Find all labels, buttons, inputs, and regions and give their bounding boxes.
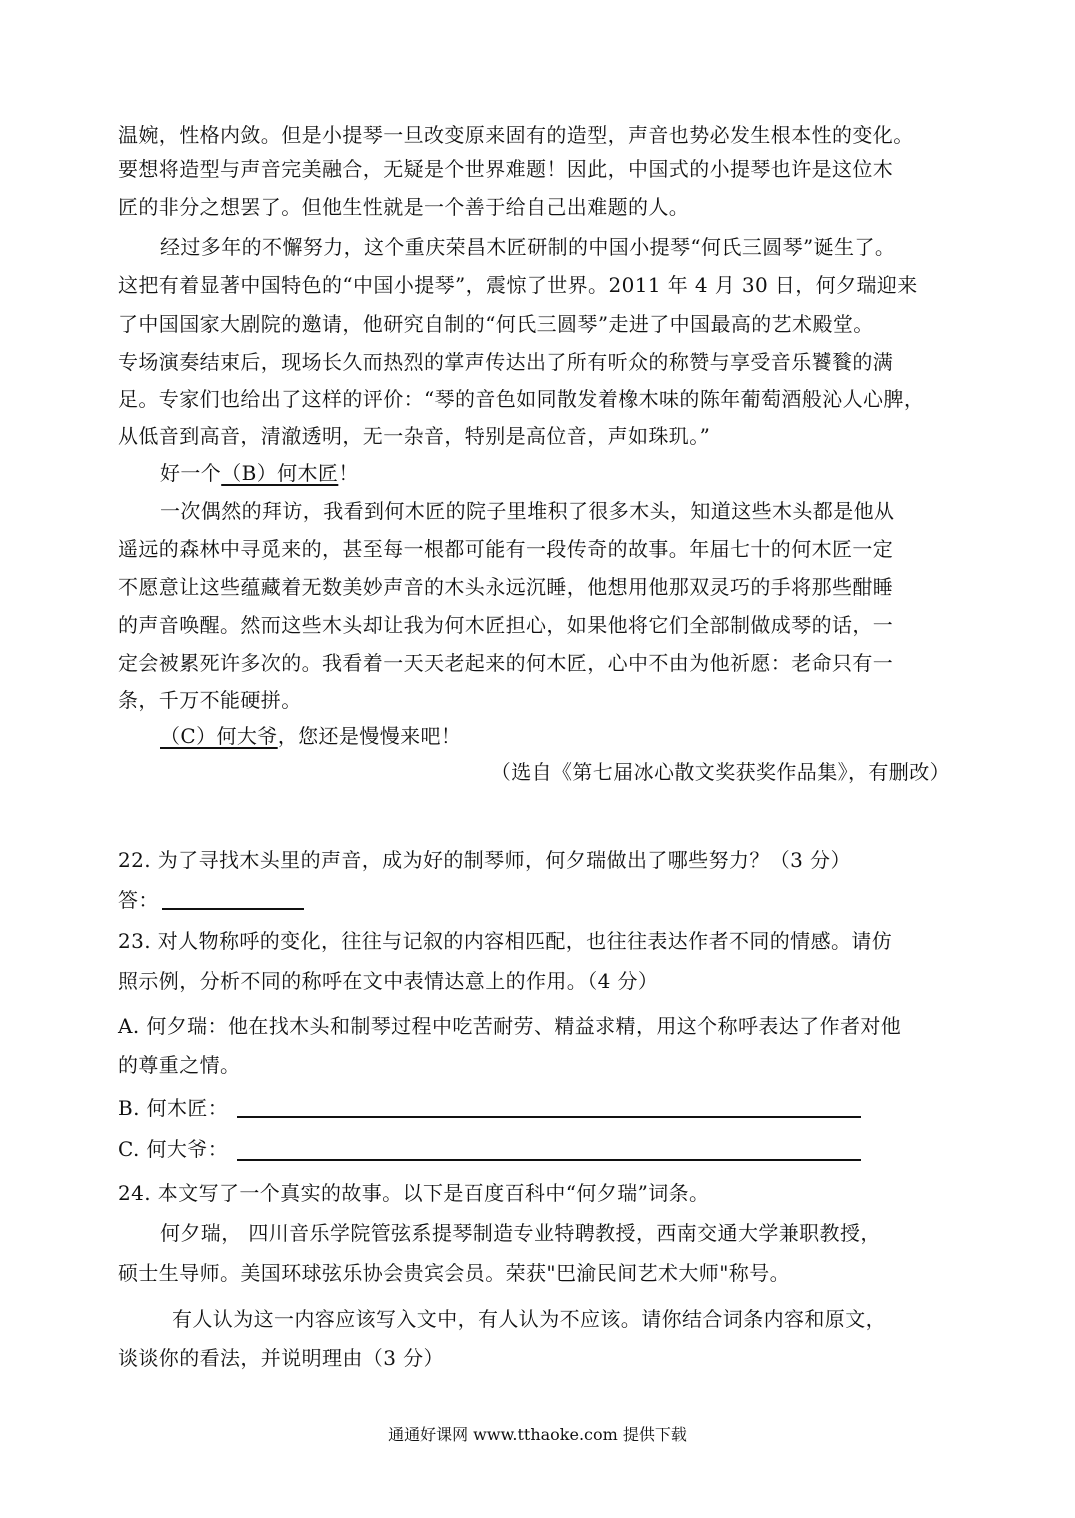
passage-line: 不愿意让这些蕴藏着无数美妙声音的木头永远沉睡，他想用他那双灵巧的手将那些酣睡 [118, 575, 894, 599]
question-23-example: 的尊重之情。 [118, 1053, 241, 1077]
passage-line: 经过多年的不懈努力，这个重庆荣昌木匠研制的中国小提琴“何氏三圆琴”诞生了。 [160, 235, 896, 259]
question-23-line: 照示例，分析不同的称呼在文中表情达意上的作用。（4 分） [118, 969, 659, 993]
underlined-term-c: （C）何大爷 [160, 724, 278, 748]
passage-exclamation-b [160, 458, 970, 488]
question-24-entry: 硕士生导师。美国环球弦乐协会贵宾会员。荣获"巴渝民间艺术大师"称号。 [118, 1261, 790, 1285]
passage-line: 专场演奏结束后，现场长久而热烈的掌声传达出了所有听众的称赞与享受音乐饕餮的满 [118, 350, 894, 374]
answer-blank-23-b[interactable] [237, 1116, 861, 1118]
answer-blank-22[interactable] [162, 908, 304, 910]
passage-line: 了中国国家大剧院的邀请，他研究自制的“何氏三圆琴”走进了中国最高的艺术殿堂。 [118, 312, 874, 336]
question-23-example: A. 何夕瑞：他在找木头和制琴过程中吃苦耐劳、精益求精，用这个称呼表达了作者对他 [118, 1014, 902, 1038]
passage-line: 要想将造型与声音完美融合，无疑是个世界难题！因此，中国式的小提琴也许是这位木 [118, 157, 894, 181]
underlined-term-b: （B）何木匠 [221, 461, 339, 485]
passage-source: （选自《第七届冰心散文奖获奖作品集》，有删改） [490, 760, 950, 784]
passage-line: 足。专家们也给出了这样的评价：“琴的音色如同散发着橡木味的陈年葡萄酒般沁人心脾， [118, 387, 925, 411]
question-24: 24. 本文写了一个真实的故事。以下是百度百科中“何夕瑞”词条。 [118, 1181, 710, 1205]
passage-line: 这把有着显著中国特色的“中国小提琴”，震惊了世界。2011 年 4 月 30 日，何夕瑞迎来 [118, 273, 918, 297]
question-23-b-label: B. 何木匠： [118, 1096, 229, 1120]
passage-line: 的声音唤醒。然而这些木头却让我为何木匠担心，如果他将它们全部制做成琴的话，一 [118, 613, 894, 637]
question-24-entry: 何夕瑞， 四川音乐学院管弦系提琴制造专业特聘教授，西南交通大学兼职教授， [160, 1221, 881, 1245]
page-footer: 通通好课网 www.tthaoke.com 提供下载 [388, 1425, 687, 1444]
passage-line: 条，千万不能硬拼。 [118, 688, 302, 712]
question-24-prompt: 谈谈你的看法，并说明理由（3 分） [118, 1346, 444, 1370]
passage-line: 一次偶然的拜访，我看到何木匠的院子里堆积了很多木头，知道这些木头都是他从 [160, 499, 895, 523]
passage-line: 定会被累死许多次的。我看着一天天老起来的何木匠，心中不由为他祈愿：老命只有一 [118, 651, 894, 675]
question-24-prompt: 有人认为这一内容应该写入文中，有人认为不应该。请你结合词条内容和原文， [172, 1307, 886, 1331]
question-23-c-label: C. 何大爷： [118, 1137, 229, 1161]
passage-text: 好一个 [160, 461, 222, 485]
passage-text: ，您还是慢慢来吧！ [277, 724, 462, 748]
question-22: 22. 为了寻找木头里的声音，成为好的制琴师，何夕瑞做出了哪些努力？（3 分） [118, 848, 851, 872]
passage-line: 匠的非分之想罢了。但他生性就是一个善于给自己出难题的人。 [118, 195, 690, 219]
passage-exclamation-c [160, 721, 970, 751]
answer-blank-23-c[interactable] [237, 1159, 861, 1161]
passage-line: 温婉，性格内敛。但是小提琴一旦改变原来固有的造型，声音也势必发生根本性的变化。 [118, 123, 914, 147]
answer-label: 答： [118, 888, 159, 912]
passage-line: 遥远的森林中寻觅来的，甚至每一根都可能有一段传奇的故事。年届七十的何木匠一定 [118, 537, 894, 561]
passage-text: ！ [338, 461, 359, 485]
question-23-line: 23. 对人物称呼的变化，往往与记叙的内容相匹配，也往往表达作者不同的情感。请仿 [118, 929, 893, 953]
passage-line: 从低音到高音，清澈透明，无一杂音，特别是高位音，声如珠玑。” [118, 424, 711, 448]
